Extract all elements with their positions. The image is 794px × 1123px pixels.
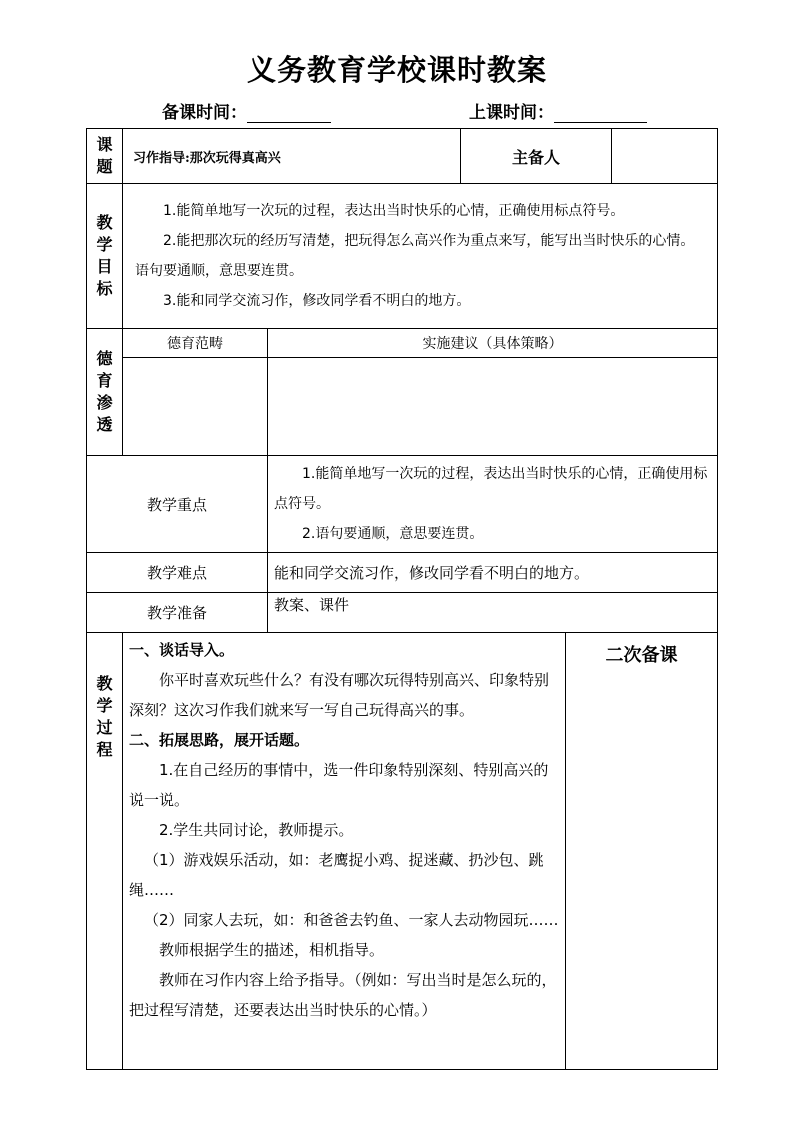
process-heading-2: 二、拓展思路，展开话题。 — [129, 731, 310, 749]
class-time-label: 上课时间： — [469, 103, 554, 123]
prep-time-label: 备课时间： — [162, 103, 247, 123]
topic-value: 习作指导:那次玩得真高兴 — [123, 129, 461, 184]
key-point-item: 1.能简单地写一次玩的过程，表达出当时快乐的心情，正确使用标点符号。 — [274, 466, 708, 512]
process-paragraph: 1.在自己经历的事情中，选一件印象特别深刻、特别高兴的说一说。 — [129, 761, 549, 809]
class-time-blank[interactable] — [554, 104, 647, 123]
process-paragraph: 你平时喜欢玩些什么？有没有哪次玩得特别高兴、印象特别深刻？这次习作我们就来写一写自己玩得高兴的事。 — [129, 671, 550, 719]
lead-preparer-label: 主备人 — [461, 129, 612, 184]
moral-label: 德育渗透 — [87, 329, 123, 456]
process-paragraph: （1）游戏娱乐活动，如：老鹰捉小鸡、捉迷藏、扔沙包、跳绳…… — [129, 851, 544, 899]
key-points-row — [87, 456, 718, 553]
moral-strategy-header: 实施建议（具体策略） — [268, 329, 718, 358]
process-content — [123, 633, 566, 1070]
topic-label: 课题 — [87, 129, 123, 184]
objectives-row — [87, 184, 718, 329]
key-points-cell — [268, 456, 718, 553]
moral-header-row — [87, 329, 718, 358]
preparation-label: 教学准备 — [87, 593, 268, 633]
page-title: 义务教育学校课时教案 — [246, 53, 547, 87]
preparation-value: 教案、课件 — [268, 593, 718, 633]
process-row — [87, 633, 718, 1070]
difficulty-value: 能和同学交流习作，修改同学看不明白的地方。 — [268, 553, 718, 593]
lesson-plan-table — [86, 128, 718, 1070]
prep-time-blank[interactable] — [247, 104, 331, 123]
prep-time-field — [162, 98, 331, 123]
objectives-cell — [123, 184, 718, 329]
key-points-label: 教学重点 — [87, 456, 268, 553]
process-paragraph: 教师根据学生的描述，相机指导。 — [159, 941, 385, 959]
objective-item: 1.能简单地写一次玩的过程，表达出当时快乐的心情，正确使用标点符号。 — [163, 203, 625, 219]
process-paragraph: 2.学生共同讨论，教师提示。 — [159, 821, 354, 839]
class-time-field — [469, 98, 647, 123]
process-paragraph: 教师在习作内容上给予指导。（例如：写出当时是怎么玩的，把过程写清楚，还要表达出当时快乐的心情。） — [129, 971, 557, 1019]
objectives-label: 教学目标 — [87, 184, 123, 329]
preparation-row — [87, 593, 718, 633]
second-prep-cell[interactable] — [566, 633, 718, 1070]
second-prep-label: 二次备课 — [605, 645, 678, 666]
process-label: 教学过程 — [87, 633, 123, 1070]
objective-item: 2.能把那次玩的经历写清楚，把玩得怎么高兴作为重点来写，能写出当时快乐的心情。语句要通顺，意思要连贯。 — [135, 233, 695, 279]
difficulty-label: 教学难点 — [87, 553, 268, 593]
process-heading-1: 一、谈话导入。 — [129, 641, 235, 659]
lead-preparer-value[interactable] — [612, 129, 718, 184]
moral-content-row — [87, 358, 718, 456]
difficulty-row — [87, 553, 718, 593]
moral-category-header: 德育范畴 — [123, 329, 268, 358]
topic-row — [87, 129, 718, 184]
key-point-item: 2.语句要通顺，意思要连贯。 — [302, 526, 484, 542]
moral-category-cell[interactable] — [123, 358, 268, 456]
moral-strategy-cell[interactable] — [268, 358, 718, 456]
process-paragraph: （2）同家人去玩，如：和爸爸去钓鱼、一家人去动物园玩…… — [144, 911, 559, 929]
objective-item: 3.能和同学交流习作，修改同学看不明白的地方。 — [163, 293, 471, 309]
